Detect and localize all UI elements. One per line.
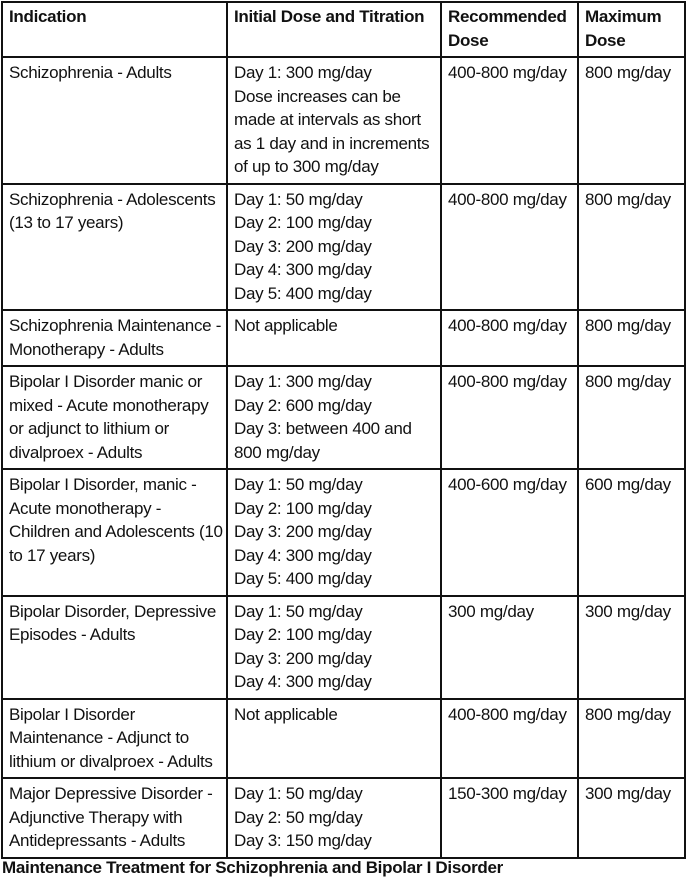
maximum-dose-cell: 800 mg/day bbox=[578, 57, 685, 184]
titration-cell: Day 1: 50 mg/day Day 2: 100 mg/day Day 3: 200 mg/day Day 4: 300 mg/day bbox=[227, 596, 441, 699]
recommended-dose-cell: 400-800 mg/day bbox=[441, 310, 578, 366]
table-header-row bbox=[2, 2, 685, 57]
dosing-table bbox=[1, 1, 686, 859]
table-row bbox=[2, 699, 685, 779]
table-row bbox=[2, 469, 685, 596]
recommended-dose-cell: 300 mg/day bbox=[441, 596, 578, 699]
recommended-dose-cell: 400-800 mg/day bbox=[441, 366, 578, 469]
recommended-dose-cell: 400-800 mg/day bbox=[441, 57, 578, 184]
recommended-dose-cell: 400-600 mg/day bbox=[441, 469, 578, 596]
table-row bbox=[2, 778, 685, 858]
indication-cell: Bipolar I Disorder Maintenance - Adjunct to lithium or divalproex - Adults bbox=[2, 699, 227, 779]
maximum-dose-cell: 300 mg/day bbox=[578, 778, 685, 858]
maximum-dose-cell: 600 mg/day bbox=[578, 469, 685, 596]
table-row bbox=[2, 184, 685, 311]
recommended-dose-cell: 400-800 mg/day bbox=[441, 184, 578, 311]
header-maximum-dose: Maximum Dose bbox=[578, 2, 685, 57]
titration-cell: Day 1: 300 mg/day Day 2: 600 mg/day Day 3: between 400 and 800 mg/day bbox=[227, 366, 441, 469]
table-row bbox=[2, 57, 685, 184]
titration-cell: Day 1: 50 mg/day Day 2: 50 mg/day Day 3: 150 mg/day bbox=[227, 778, 441, 858]
table-row bbox=[2, 366, 685, 469]
titration-cell: Day 1: 300 mg/day Dose increases can be made at intervals as short as 1 day and in increments of up to 300 mg/day bbox=[227, 57, 441, 184]
table-row bbox=[2, 310, 685, 366]
maximum-dose-cell: 800 mg/day bbox=[578, 310, 685, 366]
maximum-dose-cell: 800 mg/day bbox=[578, 699, 685, 779]
maximum-dose-cell: 800 mg/day bbox=[578, 366, 685, 469]
header-recommended-dose: Recommended Dose bbox=[441, 2, 578, 57]
indication-cell: Schizophrenia Maintenance - Monotherapy - Adults bbox=[2, 310, 227, 366]
section-heading: Maintenance Treatment for Schizophrenia and Bipolar I Disorder bbox=[2, 858, 503, 877]
indication-cell: Bipolar Disorder, Depressive Episodes - Adults bbox=[2, 596, 227, 699]
header-initial-dose: Initial Dose and Titration bbox=[227, 2, 441, 57]
recommended-dose-cell: 150-300 mg/day bbox=[441, 778, 578, 858]
titration-cell: Not applicable bbox=[227, 699, 441, 779]
maximum-dose-cell: 300 mg/day bbox=[578, 596, 685, 699]
table-row bbox=[2, 596, 685, 699]
maximum-dose-cell: 800 mg/day bbox=[578, 184, 685, 311]
indication-cell: Bipolar I Disorder manic or mixed - Acute monotherapy or adjunct to lithium or divalproex - Adults bbox=[2, 366, 227, 469]
indication-cell: Bipolar I Disorder, manic - Acute monotherapy - Children and Adolescents (10 to 17 years) bbox=[2, 469, 227, 596]
header-indication: Indication bbox=[2, 2, 227, 57]
titration-cell: Day 1: 50 mg/day Day 2: 100 mg/day Day 3: 200 mg/day Day 4: 300 mg/day Day 5: 400 mg/day bbox=[227, 469, 441, 596]
titration-cell: Not applicable bbox=[227, 310, 441, 366]
indication-cell: Schizophrenia - Adults bbox=[2, 57, 227, 184]
recommended-dose-cell: 400-800 mg/day bbox=[441, 699, 578, 779]
indication-cell: Major Depressive Disorder - Adjunctive Therapy with Antidepressants - Adults bbox=[2, 778, 227, 858]
indication-cell: Schizophrenia - Adolescents (13 to 17 years) bbox=[2, 184, 227, 311]
titration-cell: Day 1: 50 mg/day Day 2: 100 mg/day Day 3: 200 mg/day Day 4: 300 mg/day Day 5: 400 mg/day bbox=[227, 184, 441, 311]
